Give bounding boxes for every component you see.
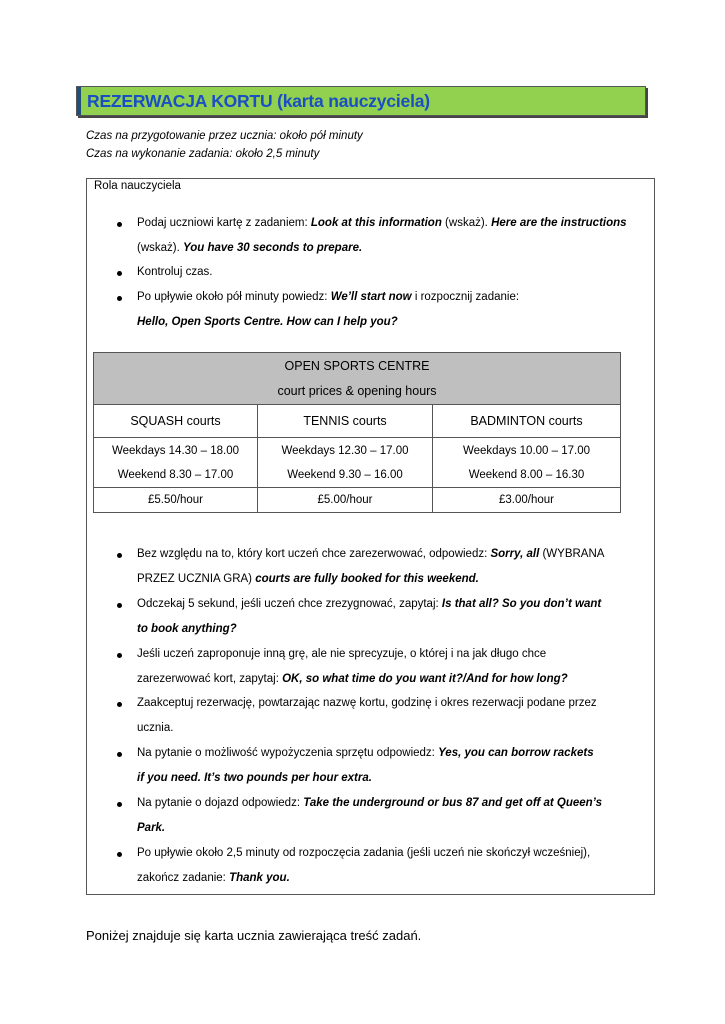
instruction-5-line-2 bbox=[137, 772, 372, 784]
plain-text: Odczekaj 5 sekund, jeśli uczeń chce zrezygnować, zapytaj: bbox=[137, 598, 442, 610]
emphasis-text: Yes, you can borrow rackets bbox=[438, 747, 594, 759]
title-accent-bar bbox=[77, 87, 81, 115]
tennis-court-name: TENNIS courts bbox=[258, 405, 433, 438]
title-box bbox=[76, 86, 646, 116]
instruction-3-line-2 bbox=[137, 673, 568, 685]
instruction-6-line-1 bbox=[137, 797, 602, 809]
plain-text: PRZEZ UCZNIA GRA) bbox=[137, 573, 256, 585]
plain-text: Bez względu na to, który kort uczeń chce zarezerwować, odpowiedz: bbox=[137, 548, 491, 560]
emphasis-text: Park. bbox=[137, 822, 166, 834]
task-time: Czas na wykonanie zadania: około 2,5 minuty bbox=[86, 148, 320, 160]
instruction-3-line-1 bbox=[137, 648, 546, 660]
plain-text: ucznia. bbox=[137, 722, 174, 734]
intro-bullet-3-line-1 bbox=[137, 291, 519, 303]
plain-text: Po upływie około 2,5 minuty od rozpoczęcia zadania (jeśli uczeń nie skończył wcześniej), bbox=[137, 847, 591, 859]
bullet-dot bbox=[117, 752, 122, 757]
tennis-hours bbox=[258, 438, 433, 488]
instruction-7-line-1 bbox=[137, 847, 590, 859]
plain-text: Na pytanie o możliwość wypożyczenia sprzętu odpowiedz: bbox=[137, 747, 439, 759]
table-title: OPEN SPORTS CENTRE bbox=[284, 358, 430, 373]
bullet-dot bbox=[117, 222, 122, 227]
emphasis-text: Hello, Open Sports Centre. How can I help you? bbox=[137, 316, 398, 328]
instruction-1-line-1 bbox=[137, 548, 604, 560]
plain-text: (wskaż). bbox=[441, 217, 492, 229]
emphasis-text: Look at this information bbox=[310, 217, 442, 229]
emphasis-text: courts are fully booked for this weekend. bbox=[255, 573, 479, 585]
tennis-weekdays: Weekdays 12.30 – 17.00 bbox=[281, 444, 409, 457]
bullet-dot bbox=[117, 852, 122, 857]
badminton-weekdays: Weekdays 10.00 – 17.00 bbox=[462, 444, 591, 457]
bullet-dot bbox=[117, 653, 122, 658]
instruction-2-line-2 bbox=[137, 623, 237, 635]
table-header bbox=[94, 353, 621, 405]
plain-text: zarezerwować kort, zapytaj: bbox=[137, 673, 283, 685]
squash-weekend: Weekend 8.30 – 17.00 bbox=[117, 468, 234, 481]
tennis-price: £5.00/hour bbox=[258, 488, 433, 513]
plain-text: Na pytanie o dojazd odpowiedz: bbox=[137, 797, 304, 809]
plain-text: Zaakceptuj rezerwację, powtarzając nazwę kortu, godzinę i okres rezerwacji podane przez bbox=[137, 697, 597, 709]
plain-text: (wskaż). bbox=[137, 242, 183, 254]
squash-weekdays: Weekdays 14.30 – 18.00 bbox=[111, 444, 240, 457]
table-subtitle: court prices & opening hours bbox=[277, 383, 437, 398]
instruction-4-line-1 bbox=[137, 697, 597, 709]
emphasis-text: Take the underground or bus 87 and get off at Queen’s bbox=[303, 797, 603, 809]
badminton-court-name: BADMINTON courts bbox=[433, 405, 621, 438]
bullet-dot bbox=[117, 553, 122, 558]
emphasis-text: Is that all? So you don’t want bbox=[441, 598, 602, 610]
role-label: Rola nauczyciela bbox=[94, 180, 181, 192]
squash-price: £5.50/hour bbox=[94, 488, 258, 513]
bullet-dot bbox=[117, 271, 122, 276]
badminton-weekend: Weekend 8.00 – 16.30 bbox=[468, 468, 585, 481]
court-prices-table bbox=[93, 352, 621, 513]
squash-court-name: SQUASH courts bbox=[94, 405, 258, 438]
bullet-dot bbox=[117, 296, 122, 301]
emphasis-text: Sorry, all bbox=[490, 548, 540, 560]
emphasis-text: We’ll start now bbox=[330, 291, 412, 303]
plain-text: Po upływie około pół minuty powiedz: bbox=[137, 291, 331, 303]
intro-bullet-2 bbox=[137, 266, 212, 278]
intro-bullet-3-line-2 bbox=[137, 316, 398, 328]
instruction-5-line-1 bbox=[137, 747, 594, 759]
instruction-2-line-1 bbox=[137, 598, 601, 610]
page-title: REZERWACJA KORTU (karta nauczyciela) bbox=[87, 91, 430, 111]
plain-text: Podaj uczniowi kartę z zadaniem: bbox=[137, 217, 311, 229]
intro-bullet-1-line-1 bbox=[137, 217, 627, 229]
footer-note: Poniżej znajduje się karta ucznia zawierająca treść zadań. bbox=[86, 928, 422, 943]
emphasis-text: OK, so what time do you want it?/And for how long? bbox=[282, 673, 568, 685]
bullet-dot bbox=[117, 802, 122, 807]
instruction-1-line-2 bbox=[137, 573, 479, 585]
plain-text: Kontroluj czas. bbox=[137, 266, 213, 278]
intro-bullet-1-line-2 bbox=[137, 242, 362, 254]
squash-hours bbox=[94, 438, 258, 488]
plain-text: (WYBRANA bbox=[539, 548, 605, 560]
instruction-4-line-2 bbox=[137, 722, 173, 734]
bullet-dot bbox=[117, 603, 122, 608]
emphasis-text: to book anything? bbox=[137, 623, 237, 635]
plain-text: Jeśli uczeń zaproponuje inną grę, ale nie sprecyzuje, o której i na jak długo chce bbox=[137, 648, 547, 660]
badminton-price: £3.00/hour bbox=[433, 488, 621, 513]
plain-text: zakończ zadanie: bbox=[137, 872, 230, 884]
emphasis-text: Thank you. bbox=[229, 872, 290, 884]
prep-time: Czas na przygotowanie przez ucznia: około pół minuty bbox=[86, 130, 363, 142]
plain-text: i rozpocznij zadanie: bbox=[411, 291, 520, 303]
emphasis-text: if you need. It’s two pounds per hour extra. bbox=[137, 772, 372, 784]
badminton-hours bbox=[433, 438, 621, 488]
instruction-7-line-2 bbox=[137, 872, 290, 884]
tennis-weekend: Weekend 9.30 – 16.00 bbox=[287, 468, 403, 481]
bullet-dot bbox=[117, 702, 122, 707]
emphasis-text: You have 30 seconds to prepare. bbox=[183, 242, 363, 254]
teacher-role-box bbox=[86, 178, 655, 895]
emphasis-text: Here are the instructions bbox=[491, 217, 627, 229]
instruction-6-line-2 bbox=[137, 822, 165, 834]
